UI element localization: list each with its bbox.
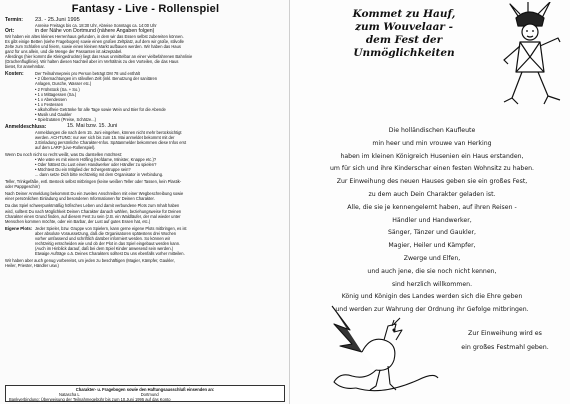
kosten-item: • alkoholfreie Getränke für alle Tage sowie Wein und Bier für die Abende [35,106,166,112]
wenn-item: • Möchtest Du ein Mitglied der Schergentruppe sein? [35,167,131,173]
anmelde-text [5,130,286,150]
kosten-item: Anlagen, Dusche, Wasser etc.) [35,81,92,87]
anmelde-value: 15. Mai bzw. 15. Juni [67,122,118,129]
kosten-list [35,71,286,121]
poem-line: König und Königin des Landes werden sich die Ehre geben [341,293,523,301]
anmelde-line: Anmeldungen die nach dem 15. Juni eingehen, können nicht mehr berücksichtigt [35,129,182,135]
heading-line: dem Fest der [365,34,443,46]
dragon-icon [322,300,442,396]
nach-paragraph [5,191,286,201]
poem-text [308,125,556,317]
closing-line: Zur Einweihung wird es [468,330,542,337]
heading-line: Kommet zu Hauf, [352,8,456,20]
nach-line: Nach Deiner Anmeldung bekommst Du ein zweites Anschreiben mit einer Wegbeschreibung sowie [5,191,184,197]
termin-row [5,17,286,28]
anmelde-line: auf dem LARP (Live-Rollenspiel). [35,144,96,150]
bank-info: Bankverbindung: Überweisung der Teilnahmegebühr bis zum 10.Juni 1995 auf das Konto [9,397,171,402]
jester-icon [498,2,568,112]
wenn-item: • Oder hättest Du Lust einen Handwerker oder Händler zu spielen? [35,162,157,168]
contact-name: Natascha L [59,392,80,397]
closing-text [440,327,570,355]
termin-label: Termin: [5,17,23,23]
plots-label: Eigene Plots: [5,225,33,231]
plots-line: (Auch im Hinblick darauf, daß bei dem Spiel Kinder anwesend sein werden.) [35,245,174,251]
poem-line: Zwerge und Elfen, [403,254,461,262]
plots-line: Jeder Spieler, bzw. Gruppe von Spielern, kann gerne eigene Plots mitbringen, es ist [35,225,187,231]
closing-line: ein großes Festmahl geben. [461,344,549,351]
plots-line: rechtzeitig entscheiden wie und ob der Plot in das Spiel eingebaut werden kann. [35,240,181,246]
plots-row [5,226,286,256]
wenn-item: • Wie wäre es mit einem Höfling (Hofdame, Minister, Knappe etc.)? [35,157,157,163]
contact-box [5,385,285,402]
poem-line: Alle, die sie je kennengelernt haben, auf ihren Reisen - [347,203,517,211]
kosten-item: • 1 x Abendessen [35,96,67,102]
spiel-line: Charakter einen Grund finden, auf diesem Fest zu sein (z.B. ein Waldläufer, der mal wieder unter [5,213,181,219]
teller-line: Teller, Trinkgefäße, evtl. Besteck selbst mitbringen (keine weißen Teller oder Tassen, kein Plastik- [5,179,182,185]
ort-value: in der Nähe von Dortmund (nähere Angaben folgen) [35,28,155,35]
kosten-item: • 1 x Festessen [35,101,64,107]
wenn-intro: Wenn Du noch nicht so recht weißt, was Du darstellen möchtest: [5,152,123,158]
poem-line: min heer und min vrouwe van Herking [372,139,492,147]
spiel-line: wird, solltest Du nach Möglichkeit Deinen Charakter danach wählen, beziehungsweise für Deinen [5,208,182,214]
contact-city: Dortmund [140,392,159,397]
poem-line: Magier, Heiler und Kämpfer, [388,242,476,250]
poem-line: und auch jene, die sie noch nicht kennen, [367,267,497,275]
poem-line: Sänger, Tänzer und Gaukler, [387,229,477,237]
kosten-item: • 2 Übernachtungen im stilvollen Zelt (inkl. Benutzung der sanitären [35,76,158,82]
teller-line: oder Pappgeschirr) [5,184,40,190]
intro-line: Wir haben ein altes kleines Herrenhaus gefunden, in dem wir das Essen selbst zubereiten können. [5,34,184,40]
poem-heading [304,8,504,60]
wir-line: Heiler, Priester, Händler usw.) [5,262,59,268]
kosten-row [5,71,286,121]
kosten-item: • Spielzutaten (Preise, Schätze...) [35,116,97,122]
plots-line: vorher umfassend und schriftlich darüber informiert werden. So können wir [35,235,171,241]
anmelde-row [5,124,286,130]
plots-text [35,226,286,256]
intro-line: Allerdings (hier kommt die Kleingedruckte) liegt das Haus unmittelbar an einer vielbefahrenen Bahnlinie [5,54,193,60]
kosten-item: Der Teilnahmepreis pro Person beträgt DM 78 und enthält [35,71,140,77]
intro-paragraph [5,34,286,69]
intro-line: Zelte zum Schlafen und feiern, sowie einen kleinen Markt aufbauen werden. Wir haben das Haus [5,44,181,50]
wenn-list [5,157,286,177]
wenn-item: ... dann setze Dich bitte rechtzeitig mit dem Organisator in Verbindung. [35,172,164,178]
plots-line: aber absolute Voraussetzung, daß die Organisatoren spätestens drei Wochen [35,230,177,236]
intro-line: (Drachenflugllinie). Wir halten diesen Nachteil aber im Verhältnis zu den Vorteilen, die das Haus [5,59,179,65]
poem-line: um für sich und ihre Kinderschar einen festen Wohnsitz zu haben. [329,165,535,173]
poem-line: haben im kleinen Königreich Husenien ein Haus erstanden, [340,152,524,160]
poem-line: sind herzlich willkommen. [391,280,473,288]
spiel-line: Menschen kommen möchte, oder ein Barbar, der Lust auf gutes Essen hat, etc.) [5,218,151,224]
kosten-item: • 1 x Mittagessen (Sa.) [35,91,77,97]
spiel-paragraph [5,203,286,223]
termin-note: Anreise Freitags bis ca. 18:30 Uhr, Abreise Sonntags ca. 14:00 Uhr [35,23,157,28]
intro-line: ganz für uns allein, und die Menge der Passanten ist akzeptabel. [5,49,123,55]
heading-line: zum Wouvelaar - [355,21,453,33]
ort-label: Ort: [5,28,15,35]
wir-line: Wir haben aber auch genug vorbereitet, um jeden zu beschäftigen (Magier, Kämpfer, Gaukler, [5,257,175,263]
anmelde-label: Anmeldeschluss: [5,123,47,130]
poem-line: Die holländischen Kaufleute [388,127,476,134]
nach-line: einer persönlichen Einladung und besonderen Informationen für Deinen Charakter. [5,196,155,202]
intro-line: bietet, für annehmbar. [5,64,45,70]
poem-line: und werden zur Wahrung der Ordnung ihr Gefolge mitbringen. [335,306,529,314]
contact-box-header: Charakter- u. Fragebogen sowie den Haftungsausschluß einsenden an: [75,387,215,392]
poem-line: Händler und Handwerker, [392,216,472,224]
intro-line: Es gibt einige Betten (siehe Fragebogen) sowie einen großen Zeltplatz, auf dem wir große, stilvolle [5,39,184,45]
termin-value: 23. - 25.Juni 1995 [35,17,80,23]
invitation-poem-page [290,0,570,404]
kosten-item: • Musik und Gaukler [35,111,72,117]
kosten-item: • 2 Frühstück (Sa. + So.) [35,86,80,92]
poem-line: Zur Einweihung des neuen Hauses geben sie ein großes Fest, [336,178,528,186]
event-title: Fantasy - Live - Rollenspiel [71,3,220,15]
heading-line: Unmöglichkeiten [353,47,455,59]
teller-paragraph [5,179,286,189]
anmelde-line: werden. ACHTUNG: nur wer sich bis zum 15. Mai anmeldet bekommt mit der [35,134,175,140]
info-text [5,17,286,268]
wir-paragraph [5,258,286,268]
plots-line: Etwaige Aufträge o.ä. Deines Charakters solltest Du uns ebenfalls vorher mitteilen. [35,250,185,256]
anmelde-line: 2.Einladung persönliche Charakter-Infos. Spätanmelder bekommen diese Infos erst [35,139,187,145]
poem-line: zu dem auch Dein Charakter geladen ist. [368,190,496,198]
kosten-label: Kosten: [5,71,24,78]
spiel-line: Da das Spiel schwerpunktmäßig höfisches Leben und damit verbundene Plots zum Inhalt haben [5,203,180,209]
